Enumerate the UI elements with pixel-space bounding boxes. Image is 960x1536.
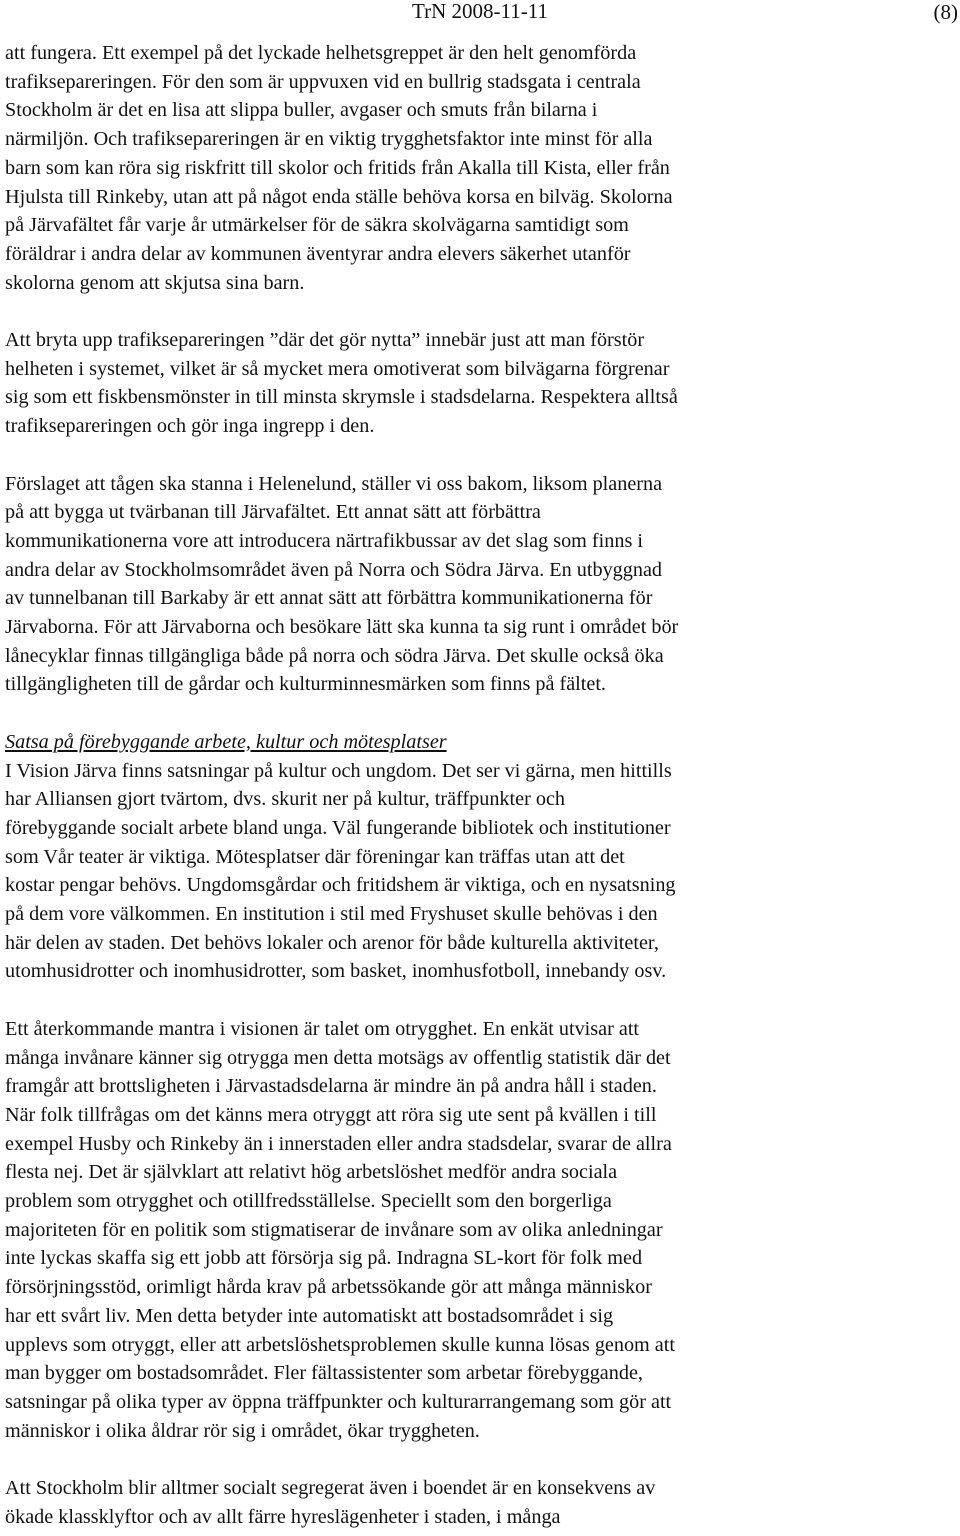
- paragraph-spacer: [5, 1445, 960, 1474]
- paragraph-culture-youth: I Vision Järva finns satsningar på kultur och ungdom. Det ser vi gärna, men hittills har Alliansen gjort tvärtom, dvs. skurit ner på kultur, träffpunkter och förebyggande socialt arbete bland unga. Väl fungerande bibliotek och institutioner som Vår teater är viktiga. Mötesplatser där föreningar kan träffas utan att det kostar pengar behövs. Ungdomsgårdar och fritidshem är viktiga, och en nysatsning på dem vore välkommen. En institution i stil med Fryshuset skulle behövas i den här delen av staden. Det behövs lokaler och arenor för både kulturella aktiviteter, utomhusidrotter och inomhusidrotter, som basket, inomhusfotboll, innebandy osv.: [5, 759, 676, 983]
- section-heading: Satsa på förebyggande arbete, kultur och mötesplatser: [5, 730, 447, 753]
- paragraph-segregation: Att Stockholm blir alltmer socialt segregerat även i boendet är en konsekvens av ökade klassklyftor och av allt färre hyreslägenheter i staden, i många: [5, 1477, 656, 1528]
- paragraph-communications: Förslaget att tågen ska stanna i Helenelund, ställer vi oss bakom, liksom planerna på att bygga ut tvärbanan till Järvafältet. Ett annat sätt att förbättra kommunikationerna vore att introducera närtrafikbussar av det slag som finns i andra delar av Stockholmsområdet även på Norra och Södra Järva. En utbyggnad av tunnelbanan till Barkaby är ett annat sätt att förbättra kommunikationerna för Järvaborna. För att Järvaborna och besökare lätt ska kunna ta sig runt i området bör lånecyklar finnas tillgängliga både på norra och södra Järva. Det skulle också öka tillgängligheten till de gårdar och kulturminnesmärken som finns på fältet.: [5, 472, 679, 696]
- paragraph-traffic-separation: att fungera. Ett exempel på det lyckade helhetsgreppet är den helt genomförda trafiksepareringen. För den som är uppvuxen vid en bullrig stadsgata i centrala Stockholm är det en lisa att slippa buller, avgaser och smuts från bilarna i närmiljön. Och trafiksepareringen är en viktig trygghetsfaktor inte minst för alla barn som kan röra sig riskfritt till skolor och fritids från Akalla till Kista, eller från Hjulsta till Rinkeby, utan att på något enda ställe behöva korsa en bilväg. Skolorna på Järvafältet får varje år utmärkelser för de säkra skolvägarna samtidigt som föräldrar i andra delar av kommunen äventyrar andra elevers säkerhet utanför skolorna genom att skjutsa sina barn.: [5, 42, 673, 294]
- paragraph-spacer: [5, 986, 960, 1015]
- header-date: TrN 2008-11-11: [412, 0, 548, 23]
- paragraph-spacer: [5, 297, 960, 326]
- document-body: [5, 39, 960, 1531]
- paragraph-spacer: [5, 699, 960, 728]
- paragraph-spacer: [5, 441, 960, 470]
- page-number: (8): [933, 0, 958, 24]
- paragraph-respect-separation: Att bryta upp trafiksepareringen ”där det gör nytta” innebär just att man förstör helheten i systemet, vilket är så mycket mera omotiverat som bilvägarna förgrenar sig som ett fiskbensmönster in till minsta skrymsle i stadsdelarna. Respektera alltså trafiksepareringen och gör inga ingrepp i den.: [5, 329, 678, 438]
- paragraph-insecurity: Ett återkommande mantra i visionen är talet om otrygghet. En enkät utvisar att många invånare känner sig otrygga men detta motsägs av offentlig statistik där det framgår att brottsligheten i Järvastadsdelarna är mindre än på andra håll i staden. När folk tillfrågas om det känns mera otryggt att röra sig ute sent på kvällen i till exempel Husby och Rinkeby än i innerstaden eller andra stadsdelar, svarar de allra flesta nej. Det är självklart att relativt hög arbetslöshet medför andra sociala problem som otrygghet och otillfredsställelse. Speciellt som den borgerliga majoriteten för en politik som stigmatiserar de invånare som av olika anledningar inte lyckas skaffa sig ett jobb att försörja sig på. Indragna SL-kort för folk med försörjningsstöd, orimligt hårda krav på arbetssökande gör att många människor har ett svårt liv. Men detta betyder inte automatiskt att bostadsområdet i sig upplevs som otryggt, eller att arbetslöshetsproblemen skulle kunna lösas genom att man bygger om bostadsområdet. Fler fältassistenter som arbetar förebyggande, satsningar på olika typer av öppna träffpunkter och kulturarrangemang som gör att människor i olika åldrar rör sig i området, ökar tryggheten.: [5, 1017, 675, 1442]
